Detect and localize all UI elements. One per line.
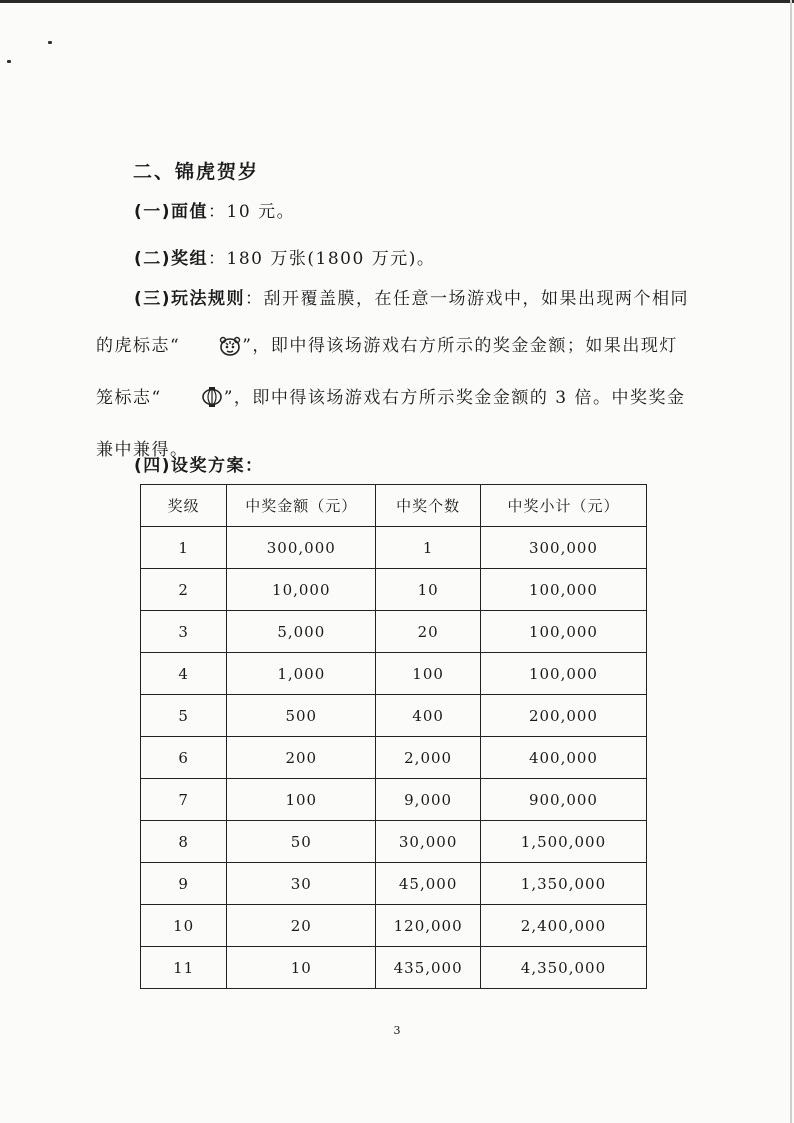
scan-speck [48,41,52,44]
scheme-label: (四)设奖方案： [134,456,264,476]
cell-subtotal: 300,000 [480,527,646,569]
cell-subtotal: 100,000 [480,653,646,695]
table-row [141,737,647,779]
cell-count: 120,000 [376,905,481,947]
table-row [141,821,647,863]
cell-subtotal: 100,000 [480,611,646,653]
scan-right-edge [790,0,792,1123]
prize-table [140,484,647,989]
rules-text-2: ”，即中得该场游戏右方所示的奖金金额；如果出现灯笼标志“ [96,336,678,408]
cell-amount: 1,000 [227,653,376,695]
cell-level: 9 [141,863,227,905]
cell-count: 100 [376,653,481,695]
cell-subtotal: 1,350,000 [480,863,646,905]
table-row [141,779,647,821]
scan-top-border [0,0,794,3]
cell-count: 1 [376,527,481,569]
table-row [141,863,647,905]
table-row [141,527,647,569]
header-count: 中奖个数 [376,485,481,527]
cell-count: 9,000 [376,779,481,821]
cell-level: 4 [141,653,227,695]
cell-level: 6 [141,737,227,779]
scan-speck [7,60,11,63]
prize-group-text: ：180 万张(1800 万元)。 [208,249,436,269]
cell-subtotal: 1,500,000 [480,821,646,863]
rules-text-3: ”，即中得该场游戏右方所示奖金金额的 3 倍。中奖奖金兼中兼得。 [96,388,686,460]
face-value-line [96,189,696,236]
page-number: 3 [393,1024,401,1037]
scheme-line [96,443,696,490]
cell-amount: 10 [227,947,376,989]
cell-level: 2 [141,569,227,611]
cell-amount: 300,000 [227,527,376,569]
table-row [141,905,647,947]
table-header-row [141,485,647,527]
cell-level: 10 [141,905,227,947]
rules-text-1: ：刮开覆盖膜，在任意一场游戏中，如果出现两个相同的虎标志“ [96,289,690,356]
prize-group-label: (二)奖组 [134,249,209,269]
cell-amount: 500 [227,695,376,737]
cell-level: 3 [141,611,227,653]
cell-level: 11 [141,947,227,989]
cell-subtotal: 900,000 [480,779,646,821]
cell-level: 5 [141,695,227,737]
cell-count: 2,000 [376,737,481,779]
cell-amount: 200 [227,737,376,779]
header-subtotal: 中奖小计（元） [480,485,646,527]
cell-count: 400 [376,695,481,737]
cell-level: 8 [141,821,227,863]
tiger-face-icon [181,328,241,375]
cell-amount: 50 [227,821,376,863]
cell-count: 435,000 [376,947,481,989]
table-row [141,947,647,989]
header-level: 奖级 [141,485,227,527]
cell-amount: 30 [227,863,376,905]
cell-amount: 100 [227,779,376,821]
rules-label: (三)玩法规则 [134,289,246,309]
lantern-icon [163,380,223,427]
cell-amount: 10,000 [227,569,376,611]
header-amount: 中奖金额（元） [227,485,376,527]
table-row [141,695,647,737]
cell-subtotal: 2,400,000 [480,905,646,947]
cell-subtotal: 100,000 [480,569,646,611]
cell-count: 45,000 [376,863,481,905]
cell-subtotal: 4,350,000 [480,947,646,989]
table-row [141,569,647,611]
cell-level: 7 [141,779,227,821]
cell-level: 1 [141,527,227,569]
cell-amount: 5,000 [227,611,376,653]
table-row [141,611,647,653]
cell-count: 30,000 [376,821,481,863]
face-value-label: (一)面值 [134,202,209,222]
cell-subtotal: 200,000 [480,695,646,737]
cell-amount: 20 [227,905,376,947]
cell-subtotal: 400,000 [480,737,646,779]
cell-count: 10 [376,569,481,611]
table-row [141,653,647,695]
section-title: 二、锦虎贺岁 [133,161,260,183]
face-value-text: ：10 元。 [208,202,296,222]
cell-count: 20 [376,611,481,653]
